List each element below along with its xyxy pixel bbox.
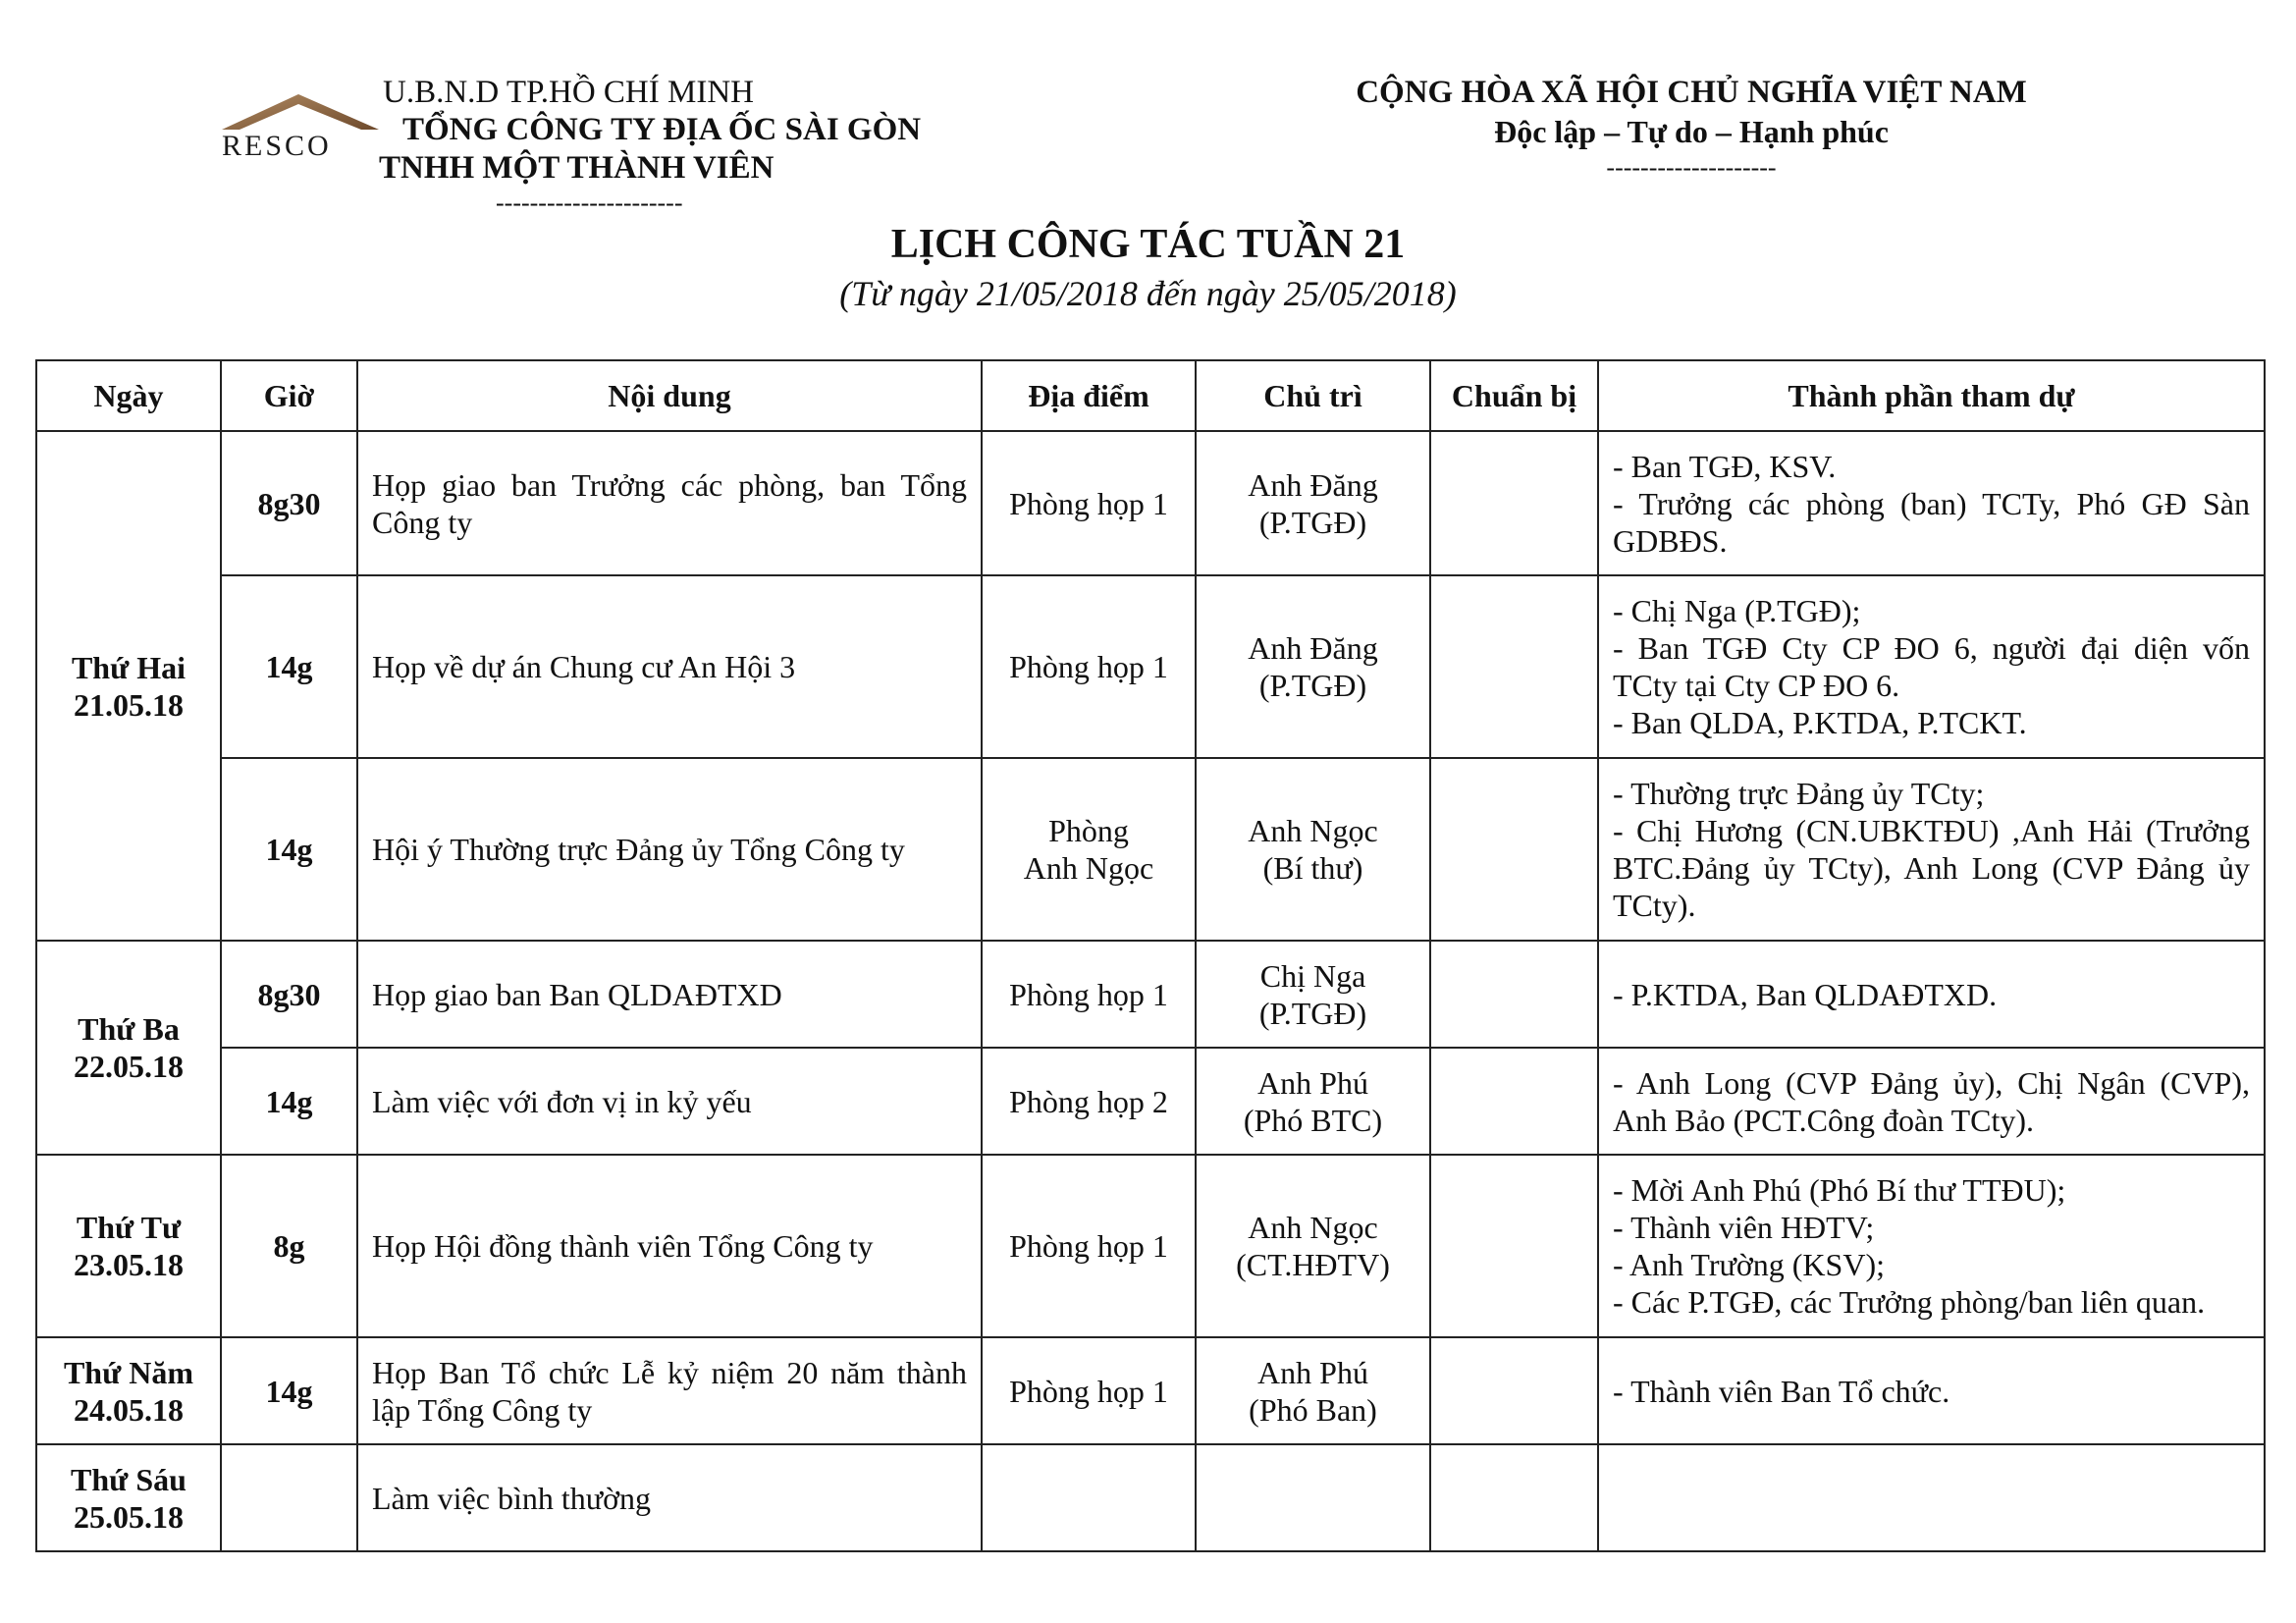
participant-line: - Mời Anh Phú (Phó Bí thư TTĐU); <box>1613 1172 2066 1208</box>
day-cell <box>36 1444 221 1551</box>
time-cell <box>221 1444 357 1551</box>
participant-line: - Thành viên HĐTV; <box>1613 1210 1875 1245</box>
day-date: 23.05.18 <box>74 1247 184 1282</box>
host-cell <box>1196 575 1430 758</box>
host-cell <box>1196 1444 1430 1551</box>
org-line-2: TỔNG CÔNG TY ĐỊA ỐC SÀI GÒN <box>402 112 922 147</box>
participants-cell <box>1598 431 2265 575</box>
time-cell: 14g <box>221 758 357 941</box>
time-cell: 8g <box>221 1155 357 1337</box>
participant-line: - Anh Trường (KSV); <box>1613 1247 1885 1282</box>
org-rule: ---------------------- <box>496 189 683 217</box>
host-role: (P.TGĐ) <box>1258 995 1367 1031</box>
host-name: Anh Phú <box>1257 1064 1368 1101</box>
prep-cell <box>1430 758 1598 941</box>
day-cell <box>36 1337 221 1444</box>
place-cell <box>982 1048 1196 1155</box>
place-cell <box>982 1444 1196 1551</box>
content-cell: Họp về dự án Chung cư An Hội 3 <box>357 575 982 758</box>
host-role: (Phó Ban) <box>1249 1391 1377 1428</box>
host-name: Chị Nga <box>1259 957 1366 994</box>
content-cell: Họp giao ban Ban QLDAĐTXD <box>357 941 982 1048</box>
content-cell: Họp Hội đồng thành viên Tổng Công ty <box>357 1155 982 1337</box>
header-prep: Chuẩn bị <box>1430 360 1598 431</box>
host-name: Anh Đăng <box>1248 466 1378 503</box>
header-content: Nội dung <box>357 360 982 431</box>
table-row <box>36 1155 2265 1337</box>
day-date: 24.05.18 <box>74 1391 184 1428</box>
day-date: 21.05.18 <box>74 686 184 723</box>
header-place: Địa điểm <box>982 360 1196 431</box>
time-cell: 8g30 <box>221 941 357 1048</box>
day-name: Thứ Sáu <box>71 1461 187 1497</box>
day-date: 25.05.18 <box>74 1498 184 1535</box>
day-cell <box>36 431 221 941</box>
participants-cell <box>1598 575 2265 758</box>
participants-cell <box>1598 1444 2265 1551</box>
table-row <box>36 1048 2265 1155</box>
place-line: Phòng <box>1048 813 1129 848</box>
participant-line: - Chị Nga (P.TGĐ); <box>1613 593 1861 628</box>
time-cell: 14g <box>221 1048 357 1155</box>
place-line: Anh Ngọc <box>1023 850 1154 886</box>
participant-line: - P.KTDA, Ban QLDAĐTXD. <box>1613 976 1998 1012</box>
header-participants: Thành phần tham dự <box>1598 360 2265 431</box>
prep-cell <box>1430 575 1598 758</box>
place-cell <box>982 575 1196 758</box>
place-line: Phòng họp 2 <box>1009 1083 1168 1119</box>
participant-line: - Các P.TGĐ, các Trưởng phòng/ban liên quan. <box>1613 1284 2206 1320</box>
place-line: Phòng họp 1 <box>1009 649 1168 684</box>
host-role: (P.TGĐ) <box>1258 668 1367 703</box>
table-row <box>36 431 2265 575</box>
prep-cell <box>1430 1048 1598 1155</box>
place-cell <box>982 941 1196 1048</box>
participant-line: - Ban TGĐ Cty CP ĐO 6, người đại diện vốn TCty tại Cty CP ĐO 6. <box>1613 630 2250 703</box>
prep-cell <box>1430 1444 1598 1551</box>
participant-line: - Anh Long (CVP Đảng ủy), Chị Ngân (CVP), Anh Bảo (PCT.Công đoàn TCty). <box>1613 1064 2250 1138</box>
table-header-row <box>36 360 2265 431</box>
day-name: Thứ Tư <box>76 1210 182 1245</box>
time-cell: 14g <box>221 575 357 758</box>
content-cell: Họp giao ban Trưởng các phòng, ban Tổng Công ty <box>357 431 982 575</box>
participant-line: - Chị Hương (CN.UBKTĐU) ,Anh Hải (Trưởng BTC.Đảng ủy TCty), Anh Long (CVP Đảng ủy TCty). <box>1613 813 2250 923</box>
nation-line-2: Độc lập – Tự do – Hạnh phúc <box>1494 114 1889 149</box>
place-line: Phòng họp 1 <box>1009 976 1168 1012</box>
org-line-3: TNHH MỘT THÀNH VIÊN <box>379 150 774 186</box>
host-cell <box>1196 1048 1430 1155</box>
logo-wordmark: RESCO <box>222 130 332 162</box>
host-name: Anh Ngọc <box>1248 813 1378 848</box>
host-name: Anh Đăng <box>1248 630 1378 666</box>
participants-cell <box>1598 758 2265 941</box>
day-date: 22.05.18 <box>74 1049 184 1084</box>
table-row <box>36 575 2265 758</box>
host-name: Anh Ngọc <box>1248 1210 1378 1245</box>
nation-rule: -------------------- <box>1606 153 1777 182</box>
day-cell <box>36 941 221 1155</box>
table-row <box>36 941 2265 1048</box>
host-cell <box>1196 1337 1430 1444</box>
participants-cell <box>1598 1048 2265 1155</box>
header-host: Chủ trì <box>1196 360 1430 431</box>
day-cell <box>36 1155 221 1337</box>
content-cell: Họp Ban Tổ chức Lễ kỷ niệm 20 năm thành lập Tổng Công ty <box>357 1337 982 1444</box>
place-cell <box>982 431 1196 575</box>
host-role: (CT.HĐTV) <box>1236 1247 1390 1282</box>
day-name: Thứ Hai <box>71 649 187 685</box>
place-cell <box>982 758 1196 941</box>
participants-cell <box>1598 941 2265 1048</box>
participant-line: - Ban TGĐ, KSV. <box>1613 448 1837 484</box>
place-cell <box>982 1155 1196 1337</box>
host-name: Anh Phú <box>1257 1354 1368 1390</box>
roof-icon <box>218 90 383 134</box>
schedule-table <box>35 359 2266 1552</box>
content-cell: Hội ý Thường trực Đảng ủy Tổng Công ty <box>357 758 982 941</box>
host-role: (P.TGĐ) <box>1258 504 1367 540</box>
content-cell: Làm việc với đơn vị in kỷ yếu <box>357 1048 982 1155</box>
resco-logo <box>218 90 383 161</box>
nation-line-1: CỘNG HÒA XÃ HỘI CHỦ NGHĨA VIỆT NAM <box>1356 75 2027 110</box>
table-row <box>36 1337 2265 1444</box>
place-cell <box>982 1337 1196 1444</box>
prep-cell <box>1430 941 1598 1048</box>
host-role: (Phó BTC) <box>1243 1102 1383 1138</box>
day-name: Thứ Ba <box>78 1011 180 1047</box>
host-cell <box>1196 758 1430 941</box>
host-cell <box>1196 1155 1430 1337</box>
participant-line: - Thường trực Đảng ủy TCty; <box>1613 776 1985 811</box>
participants-cell <box>1598 1155 2265 1337</box>
host-cell <box>1196 941 1430 1048</box>
org-line-1: U.B.N.D TP.HỒ CHÍ MINH <box>383 75 755 110</box>
participants-cell <box>1598 1337 2265 1444</box>
place-line: Phòng họp 1 <box>1009 485 1168 521</box>
host-cell <box>1196 431 1430 575</box>
participant-line: - Ban QLDA, P.KTDA, P.TCKT. <box>1613 705 2027 740</box>
header-day: Ngày <box>36 360 221 431</box>
page-title: LỊCH CÔNG TÁC TUẦN 21 <box>890 222 1406 267</box>
place-line: Phòng họp 1 <box>1009 1373 1168 1409</box>
page-subtitle: (Từ ngày 21/05/2018 đến ngày 25/05/2018) <box>839 274 1457 313</box>
participant-line: - Trưởng các phòng (ban) TCTy, Phó GĐ Sàn GDBĐS. <box>1613 485 2250 559</box>
header-time: Giờ <box>221 360 357 431</box>
time-cell: 8g30 <box>221 431 357 575</box>
prep-cell <box>1430 1337 1598 1444</box>
host-role: (Bí thư) <box>1262 850 1363 886</box>
participant-line: - Thành viên Ban Tổ chức. <box>1613 1373 1950 1409</box>
table-row <box>36 1444 2265 1551</box>
time-cell: 14g <box>221 1337 357 1444</box>
prep-cell <box>1430 431 1598 575</box>
place-line: Phòng họp 1 <box>1009 1228 1168 1264</box>
prep-cell <box>1430 1155 1598 1337</box>
table-row <box>36 758 2265 941</box>
content-cell: Làm việc bình thường <box>357 1444 982 1551</box>
day-name: Thứ Năm <box>63 1354 194 1390</box>
